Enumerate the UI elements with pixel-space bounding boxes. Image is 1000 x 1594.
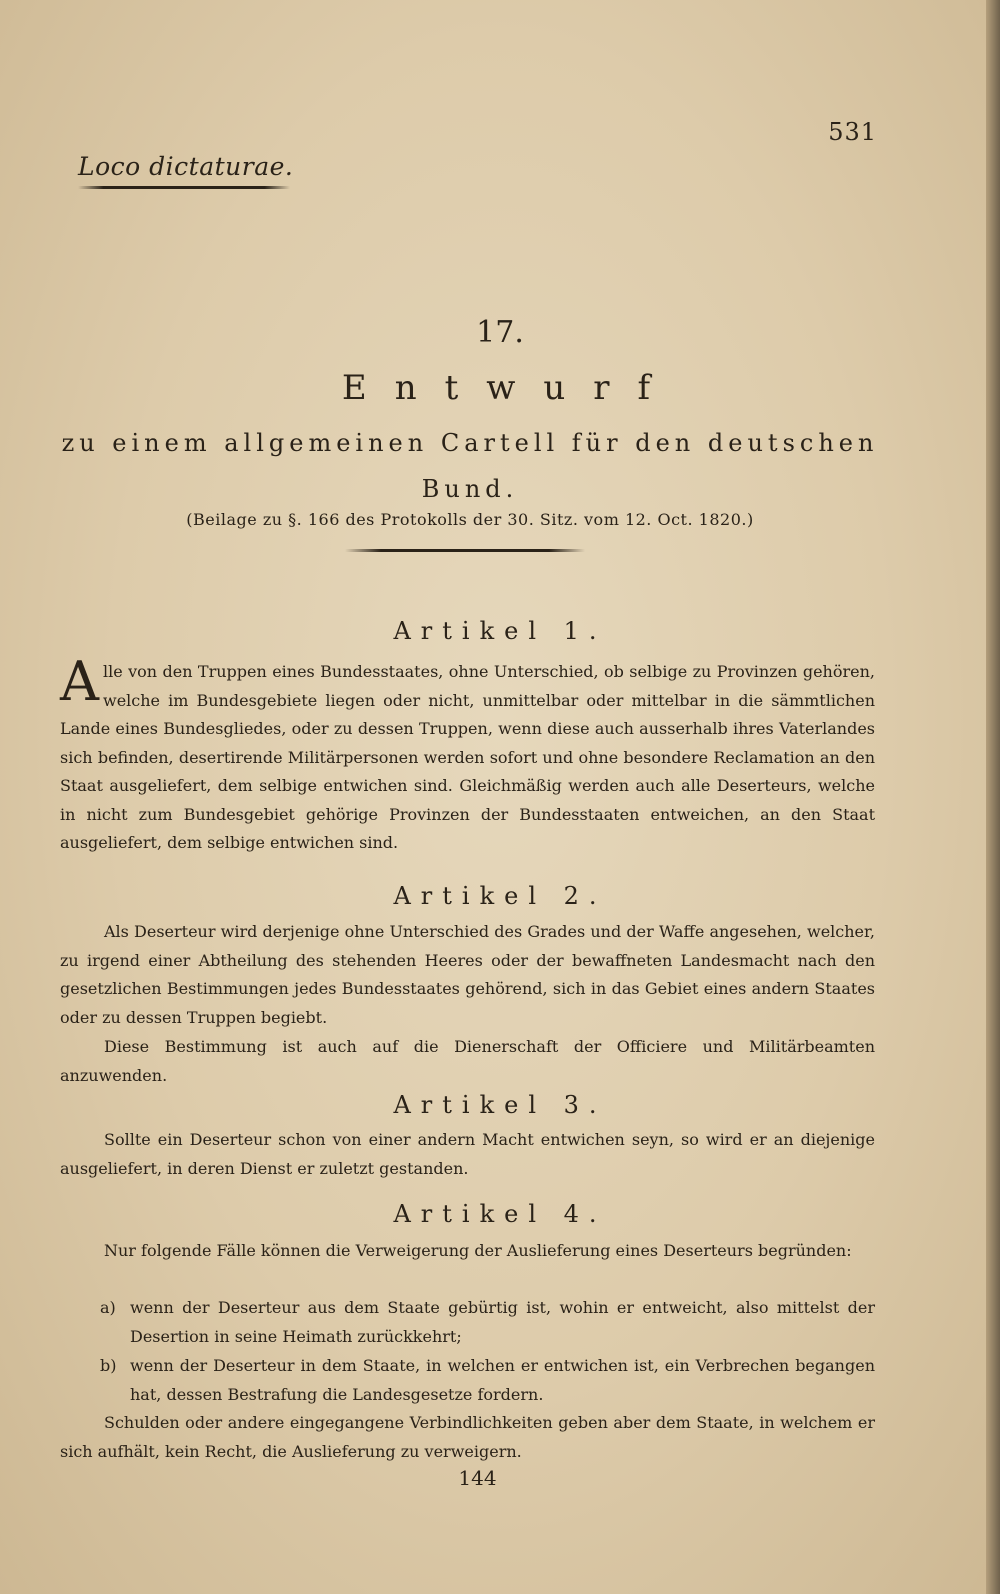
loco-dictaturae-mark: Loco dictaturae. [78,152,294,181]
article-4-item-a [100,1294,875,1351]
page-edge-shadow [986,0,1000,1594]
article-1-body: lle von den Truppen eines Bundesstaates, ohne Unterschied, ob selbige zu Provinzen gehören, welche im Bundesgebiete liegen oder nicht, unmittelbar oder mittelbar in die sämmtlichen Lande eines Bundesgliedes, oder zu dessen Truppen, wenn diese auch ausserhalb ihres Vaterlandes sich befinden, desertirende Militärpersonen werden sofort und ohne besondere Reclamation an den Staat ausgeliefert, dem selbige entwichen sind. Gleichmäßig werden auch alle Deserteurs, welche in nicht zum Bundesgebiet gehörige Provinzen der Bundesstaaten entweichen, an den Staat ausgeliefert, dem selbige entwichen sind. [60,662,875,852]
article-4-closing: Schulden oder andere eingegangene Verbindlichkeiten geben aber dem Staate, in welchem er sich aufhält, kein Recht, die Auslieferung zu verweigern. [60,1413,875,1461]
document-note: (Beilage zu §. 166 des Protokolls der 30. Sitz. vom 12. Oct. 1820.) [186,510,754,529]
item-text: wenn der Deserteur in dem Staate, in welchen er entwichen ist, ein Verbrechen begangen hat, dessen Bestrafung die Landesgesetze fordern. [130,1356,875,1404]
article-4-item-b [100,1352,875,1409]
article-4-intro: Nur folgende Fälle können die Verweigerung der Auslieferung eines Deserteurs begründen: [104,1241,852,1260]
article-2-heading: Artikel 2. [393,882,607,910]
page-number: 531 [828,118,877,146]
article-1-heading: Artikel 1. [393,617,607,645]
item-label: b) [100,1356,117,1375]
article-1-text [60,650,875,858]
article-2-paragraph-2: Diese Bestimmung ist auch auf die Dienerschaft der Officiere und Militärbeamten anzuwenden. [60,1037,875,1085]
document-title: Entwurf [341,368,679,408]
item-label: a) [100,1298,116,1317]
article-3-text: Sollte ein Deserteur schon von einer andern Macht entwichen seyn, so wird er an diejenige ausgeliefert, in deren Dienst er zuletzt gestanden. [60,1130,875,1178]
article-3-heading: Artikel 3. [393,1091,607,1119]
document-number: 17. [476,315,524,350]
dropcap: A [60,650,99,713]
loco-underline [78,186,290,189]
article-4-heading: Artikel 4. [393,1200,607,1228]
divider-rule [345,549,585,552]
article-2-paragraph-1: Als Deserteur wird derjenige ohne Unterschied des Grades und der Waffe angesehen, welcher, zu irgend einer Abtheilung des stehenden Heeres oder der bewaffneten Landesmacht nach den gesetzlichen Bestimmungen jedes Bundesstaates gehörend, sich in das Gebiet eines andern Staates oder zu dessen Truppen begiebt. [60,922,875,1027]
signature-number: 144 [458,1466,497,1490]
document-subtitle: zu einem allgemeinen Cartell für den deutschen Bund. [61,429,879,503]
item-text: wenn der Deserteur aus dem Staate gebürtig ist, wohin er entweicht, also mittelst der Desertion in seine Heimath zurückkehrt; [130,1298,875,1346]
